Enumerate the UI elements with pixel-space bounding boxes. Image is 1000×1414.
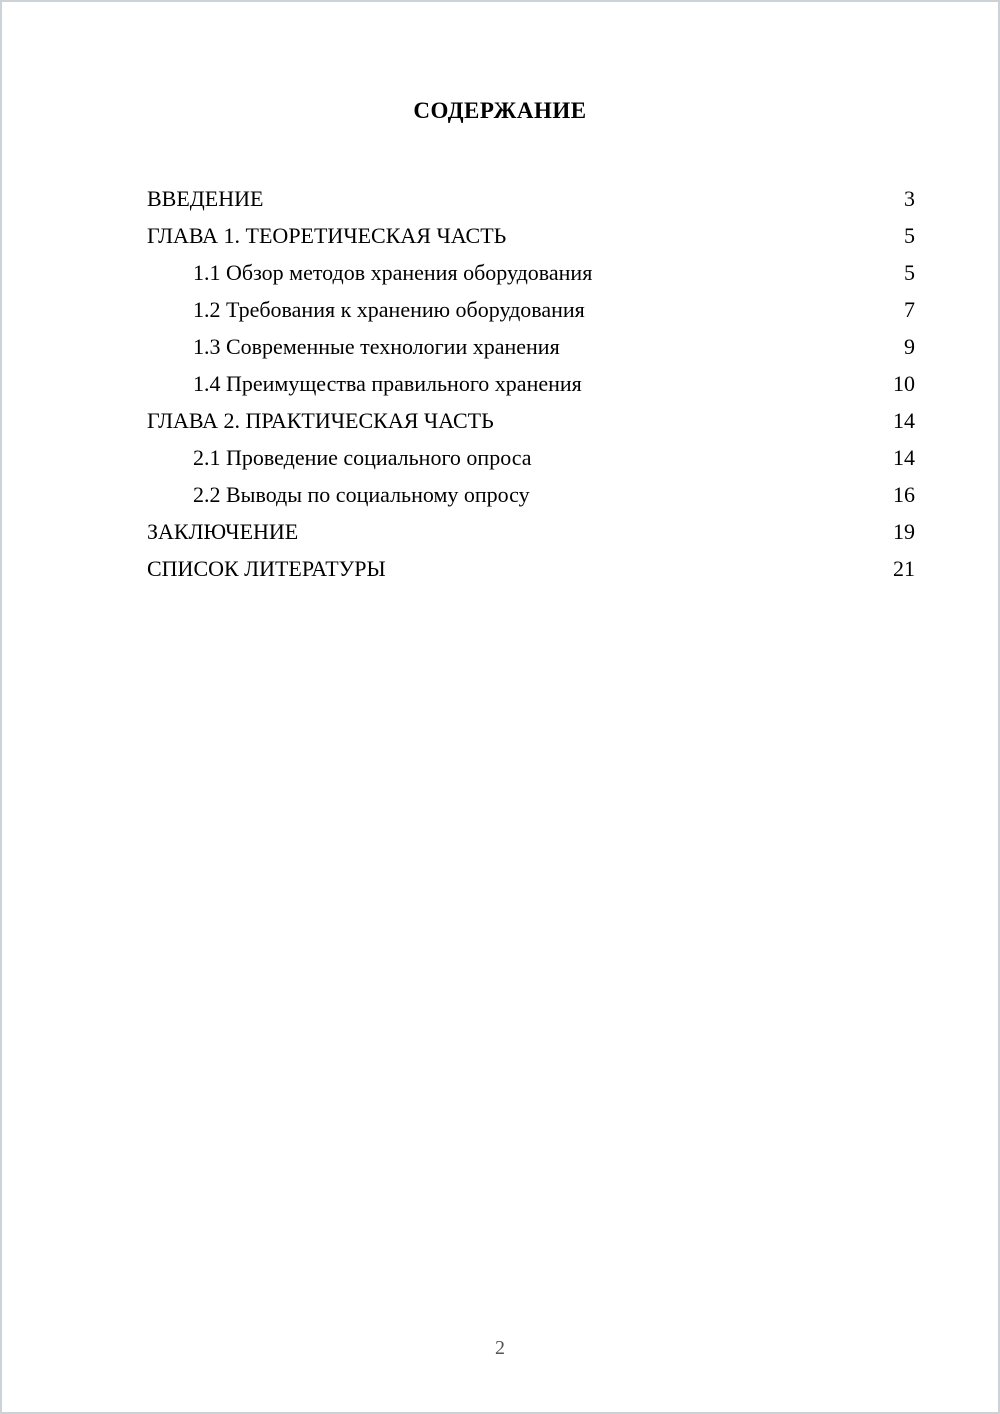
- toc-entry-page: 21: [893, 556, 915, 581]
- toc-entry-page: 10: [893, 371, 915, 396]
- toc-entry-label: СПИСОК ЛИТЕРАТУРЫ: [147, 556, 386, 581]
- toc-entry-page: 14: [893, 445, 915, 470]
- toc-row: [147, 217, 915, 254]
- toc-row: [147, 402, 915, 439]
- toc-entry-label: 1.3 Современные технологии хранения: [193, 334, 560, 359]
- toc-entry-label: ЗАКЛЮЧЕНИЕ: [147, 519, 299, 544]
- toc-row: [147, 291, 915, 328]
- toc-entry-label: ГЛАВА 2. ПРАКТИЧЕСКАЯ ЧАСТЬ: [147, 408, 494, 433]
- toc-entry-page: 3: [904, 186, 915, 211]
- toc-entry-page: 19: [893, 519, 915, 544]
- toc-row: [147, 439, 915, 476]
- toc-entry-page: 5: [904, 223, 915, 248]
- toc-entry-page: 14: [893, 408, 915, 433]
- page-title: СОДЕРЖАНИЕ: [413, 98, 587, 123]
- toc-entry-label: 2.2 Выводы по социальному опросу: [193, 482, 530, 507]
- toc-row: [147, 180, 915, 217]
- toc-row: [147, 365, 915, 402]
- toc-row: [147, 254, 915, 291]
- toc-row: [147, 328, 915, 365]
- toc-entry-label: 1.1 Обзор методов хранения оборудования: [193, 260, 593, 285]
- toc-entry-page: 16: [893, 482, 915, 507]
- toc-entry-label: 1.2 Требования к хранению оборудования: [193, 297, 585, 322]
- toc-row: [147, 476, 915, 513]
- footer-page-number: 2: [495, 1337, 505, 1359]
- toc-entry-page: 7: [904, 297, 915, 322]
- toc-entry-label: 2.1 Проведение социального опроса: [193, 445, 532, 470]
- table-of-contents: [2, 180, 998, 587]
- toc-row: [147, 513, 915, 550]
- toc-entry-label: 1.4 Преимущества правильного хранения: [193, 371, 582, 396]
- toc-entry-page: 5: [904, 260, 915, 285]
- toc-entry-page: 9: [904, 334, 915, 359]
- toc-row: [147, 550, 915, 587]
- toc-entry-label: ГЛАВА 1. ТЕОРЕТИЧЕСКАЯ ЧАСТЬ: [147, 223, 507, 248]
- toc-entry-label: ВВЕДЕНИЕ: [147, 186, 264, 211]
